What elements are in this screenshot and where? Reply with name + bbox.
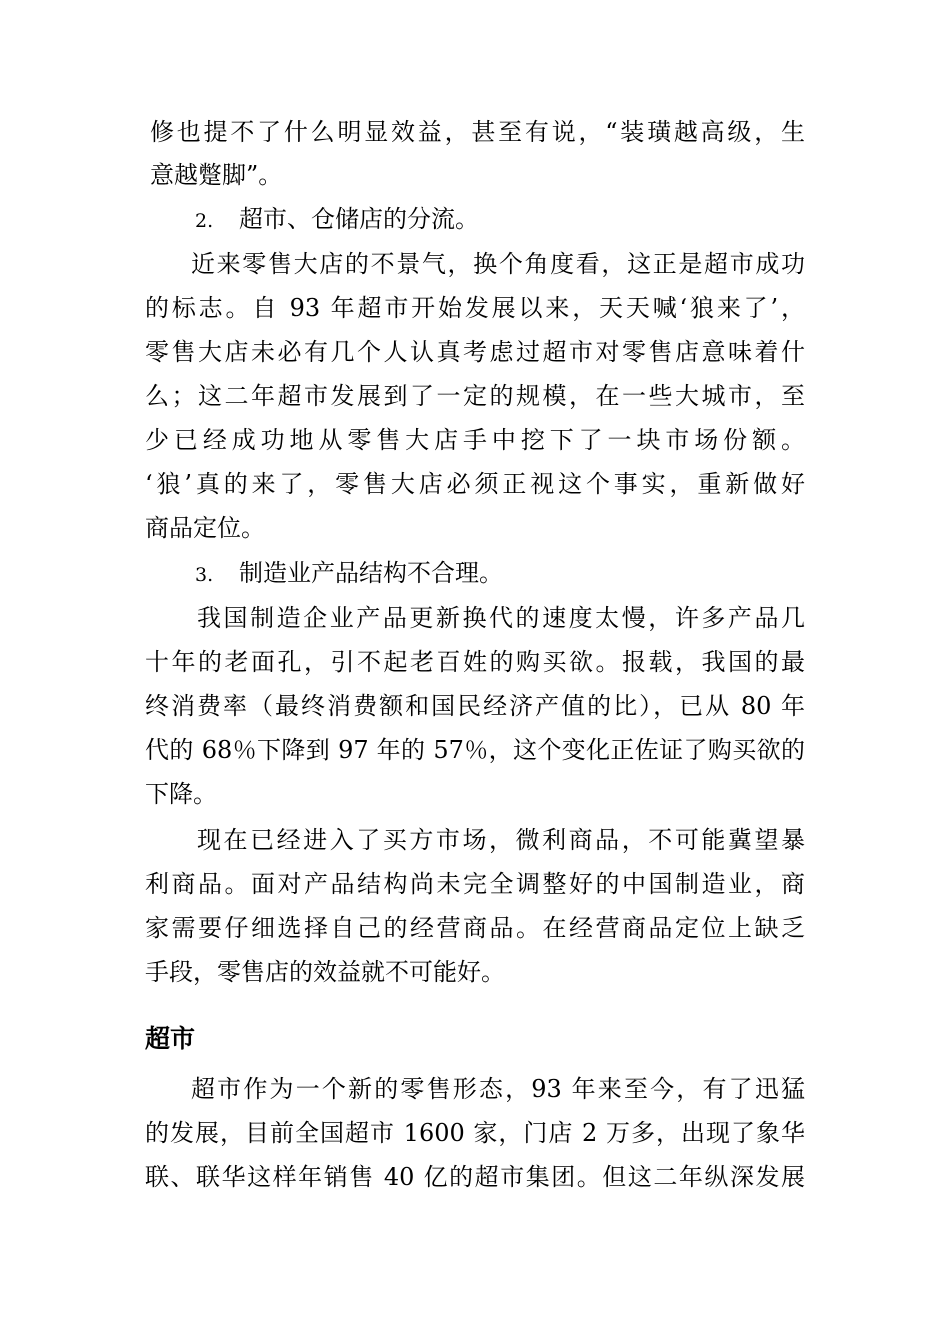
list-number: 3. xyxy=(195,564,214,586)
paragraph-line: 的标志。自 93 年超市开始发展以来，天天喊‘狼来了’， xyxy=(145,294,805,322)
paragraph-line: 利商品。面对产品结构尚未完全调整好的中国制造业，商 xyxy=(145,870,805,898)
paragraph-line: 十年的老面孔，引不起老百姓的购买欲。报载，我国的最 xyxy=(145,648,805,676)
paragraph-line: 终消费率（最终消费额和国民经济产值的比），已从 80 年 xyxy=(145,692,805,720)
paragraph-line: 代的 68％下降到 97 年的 57％，这个变化正佐证了购买欲的 xyxy=(145,736,805,764)
paragraph-line: 我国制造企业产品更新换代的速度太慢，许多产品几 xyxy=(197,604,805,632)
paragraph-line: 手段，零售店的效益就不可能好。 xyxy=(145,958,505,986)
paragraph-line: 联、联华这样年销售 40 亿的超市集团。但这二年纵深发展 xyxy=(145,1163,805,1191)
paragraph-line: 近来零售大店的不景气，换个角度看，这正是超市成功 xyxy=(191,250,805,278)
paragraph-line: 修也提不了什么明显效益，甚至有说，“装璜越高级，生 xyxy=(150,118,805,146)
section-heading: 超市 xyxy=(145,1024,196,1053)
list-number: 2. xyxy=(195,210,214,232)
list-item-3 xyxy=(195,558,695,590)
paragraph-line: 家需要仔细选择自己的经营商品。在经营商品定位上缺乏 xyxy=(145,914,805,942)
paragraph-line: 意越蹩脚”。 xyxy=(150,161,283,189)
list-item-2 xyxy=(195,204,695,236)
paragraph-line: 商品定位。 xyxy=(145,514,265,542)
paragraph-line: 超市作为一个新的零售形态，93 年来至今，有了迅猛 xyxy=(191,1075,805,1103)
list-item-text: 制造业产品结构不合理。 xyxy=(239,559,503,587)
list-item-text: 超市、仓储店的分流。 xyxy=(239,205,479,233)
paragraph-line: 少已经成功地从零售大店手中挖下了一块市场份额。 xyxy=(145,426,805,454)
paragraph-line: 么；这二年超市发展到了一定的规模，在一些大城市，至 xyxy=(145,382,805,410)
paragraph-line: 下降。 xyxy=(145,780,217,808)
paragraph-line: 现在已经进入了买方市场，微利商品，不可能冀望暴 xyxy=(197,826,805,854)
paragraph-line: 的发展，目前全国超市 1600 家，门店 2 万多，出现了象华 xyxy=(145,1119,805,1147)
paragraph-line: 零售大店未必有几个人认真考虑过超市对零售店意味着什 xyxy=(145,338,805,366)
paragraph-line: ‘狼’真的来了，零售大店必须正视这个事实，重新做好 xyxy=(145,470,805,498)
